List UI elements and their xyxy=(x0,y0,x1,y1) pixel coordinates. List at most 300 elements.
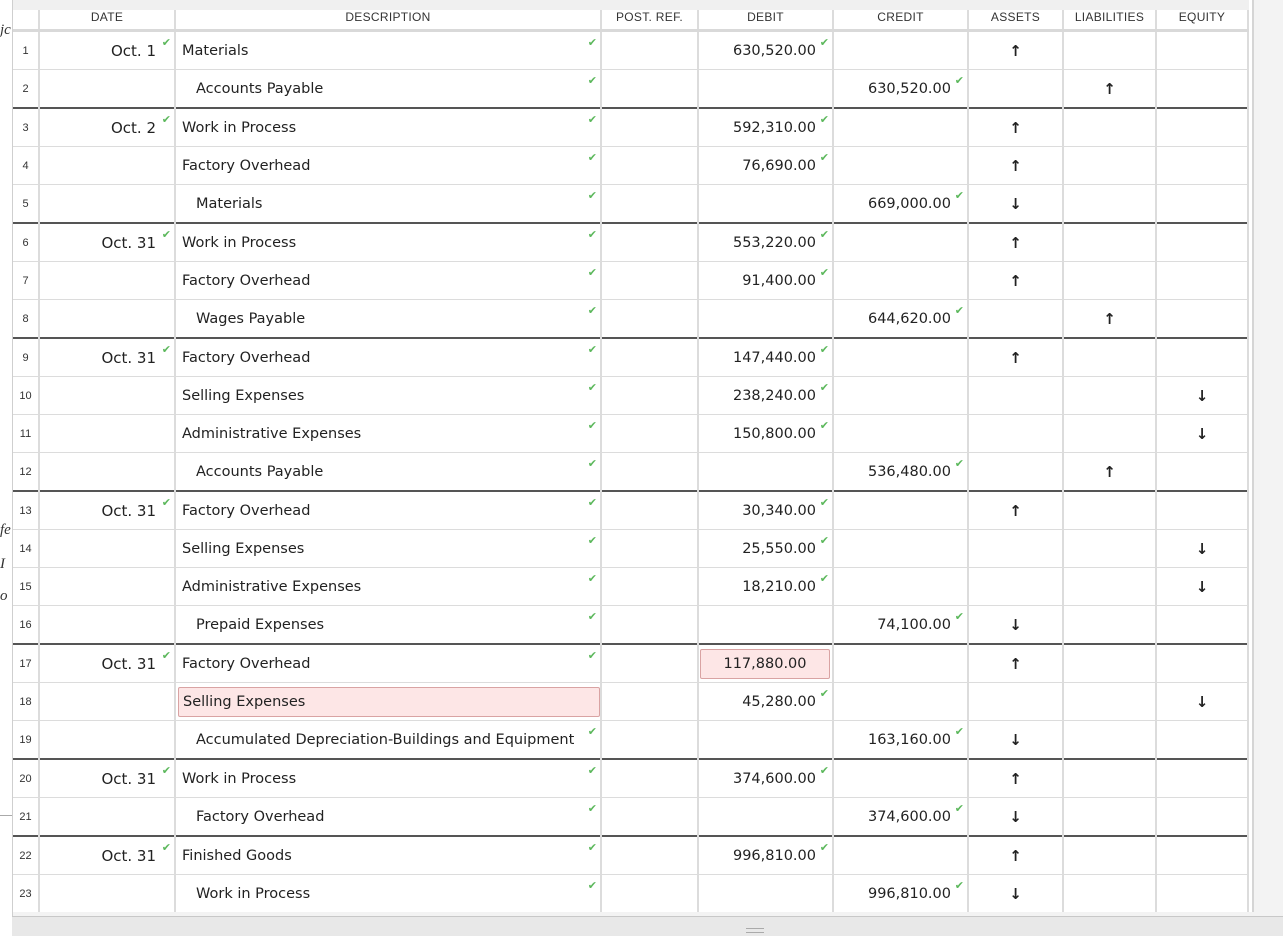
debit-cell[interactable] xyxy=(698,185,833,224)
equity-effect[interactable] xyxy=(1156,836,1248,875)
debit-cell[interactable] xyxy=(698,377,833,415)
equity-effect[interactable] xyxy=(1156,31,1248,70)
post-ref-cell[interactable] xyxy=(601,415,698,453)
check-icon: ✔ xyxy=(819,687,829,700)
description-cell[interactable] xyxy=(175,568,601,606)
description-cell[interactable] xyxy=(175,759,601,798)
description-cell[interactable] xyxy=(175,875,601,913)
equity-effect[interactable]: ↓ xyxy=(1156,377,1248,415)
date-cell[interactable] xyxy=(39,70,175,109)
equity-effect[interactable] xyxy=(1156,223,1248,262)
assets-effect[interactable]: ↑ xyxy=(968,147,1063,185)
date-cell[interactable] xyxy=(39,683,175,721)
journal-row xyxy=(13,568,1248,606)
journal-panel[interactable] xyxy=(13,0,1254,912)
journal-row xyxy=(13,491,1248,530)
horizontal-scrollbar[interactable] xyxy=(12,916,1283,936)
description-cell[interactable] xyxy=(175,836,601,875)
debit-cell[interactable] xyxy=(698,453,833,492)
row-number: 20 xyxy=(13,759,39,798)
equity-header: EQUITY xyxy=(1156,5,1248,31)
check-icon: ✔ xyxy=(819,419,829,432)
date-cell[interactable] xyxy=(39,108,175,147)
assets-effect[interactable] xyxy=(968,415,1063,453)
liabilities-effect[interactable] xyxy=(1063,223,1156,262)
date-value: Oct. 31 xyxy=(101,501,156,520)
description-value: Factory Overhead xyxy=(182,272,311,289)
credit-value: 630,520.00 xyxy=(867,80,951,97)
equity-effect[interactable] xyxy=(1156,108,1248,147)
liabilities-effect[interactable] xyxy=(1063,338,1156,377)
description-value: Factory Overhead xyxy=(182,157,311,174)
description-value: Materials xyxy=(182,42,249,59)
liabilities-effect[interactable] xyxy=(1063,415,1156,453)
check-icon: ✔ xyxy=(587,304,597,317)
date-cell[interactable] xyxy=(39,223,175,262)
description-header: DESCRIPTION xyxy=(175,5,601,31)
post-ref-cell[interactable] xyxy=(601,530,698,568)
credit-cell[interactable] xyxy=(833,223,968,262)
equity-effect[interactable] xyxy=(1156,70,1248,109)
post-ref-cell[interactable] xyxy=(601,606,698,645)
assets-effect[interactable]: ↓ xyxy=(968,798,1063,837)
liabilities-effect[interactable] xyxy=(1063,185,1156,224)
journal-row xyxy=(13,108,1248,147)
row-number: 13 xyxy=(13,491,39,530)
assets-effect[interactable] xyxy=(968,683,1063,721)
check-icon: ✔ xyxy=(819,381,829,394)
equity-effect[interactable] xyxy=(1156,491,1248,530)
date-value: Oct. 31 xyxy=(101,348,156,367)
equity-effect[interactable]: ↓ xyxy=(1156,683,1248,721)
row-number: 12 xyxy=(13,453,39,492)
post-ref-cell[interactable] xyxy=(601,108,698,147)
credit-value: 536,480.00 xyxy=(867,463,951,480)
check-icon: ✔ xyxy=(587,725,597,738)
debit-cell[interactable] xyxy=(698,300,833,339)
debit-cell[interactable] xyxy=(698,568,833,606)
date-cell[interactable] xyxy=(39,530,175,568)
date-cell[interactable] xyxy=(39,721,175,760)
liabilities-effect[interactable] xyxy=(1063,262,1156,300)
credit-cell[interactable] xyxy=(833,491,968,530)
credit-cell[interactable] xyxy=(833,683,968,721)
liabilities-effect[interactable] xyxy=(1063,377,1156,415)
date-cell[interactable] xyxy=(39,338,175,377)
check-icon: ✔ xyxy=(819,151,829,164)
description-cell[interactable] xyxy=(175,415,601,453)
check-icon: ✔ xyxy=(954,610,964,623)
credit-cell[interactable] xyxy=(833,70,968,109)
assets-header: ASSETS xyxy=(968,5,1063,31)
date-value: Oct. 31 xyxy=(101,846,156,865)
credit-cell[interactable] xyxy=(833,568,968,606)
date-cell[interactable] xyxy=(39,798,175,837)
journal-row xyxy=(13,31,1248,70)
description-value: Accounts Payable xyxy=(196,463,324,480)
credit-cell[interactable] xyxy=(833,262,968,300)
check-icon: ✔ xyxy=(587,649,597,662)
liabilities-effect[interactable] xyxy=(1063,568,1156,606)
credit-cell[interactable] xyxy=(833,798,968,837)
check-icon: ✔ xyxy=(587,879,597,892)
side-fragment: o xyxy=(0,588,8,604)
equity-effect[interactable] xyxy=(1156,185,1248,224)
debit-value: 30,340.00 xyxy=(742,502,816,519)
post-ref-cell[interactable] xyxy=(601,875,698,913)
date-cell[interactable] xyxy=(39,644,175,683)
description-cell[interactable] xyxy=(175,491,601,530)
date-cell[interactable] xyxy=(39,491,175,530)
date-cell[interactable] xyxy=(39,262,175,300)
description-cell[interactable] xyxy=(175,721,601,760)
check-icon: ✔ xyxy=(161,841,171,854)
date-cell[interactable] xyxy=(39,836,175,875)
post-ref-cell[interactable] xyxy=(601,453,698,492)
debit-cell[interactable] xyxy=(698,721,833,760)
date-cell[interactable] xyxy=(39,31,175,70)
debit-cell[interactable] xyxy=(698,530,833,568)
debit-cell[interactable] xyxy=(698,262,833,300)
credit-value: 374,600.00 xyxy=(867,808,951,825)
liabilities-effect[interactable] xyxy=(1063,875,1156,913)
date-cell[interactable] xyxy=(39,606,175,645)
check-icon: ✔ xyxy=(819,36,829,49)
description-value: Materials xyxy=(196,195,263,212)
check-icon: ✔ xyxy=(587,419,597,432)
equity-effect[interactable] xyxy=(1156,300,1248,339)
description-value: Selling Expenses xyxy=(182,387,305,404)
credit-cell[interactable] xyxy=(833,300,968,339)
liabilities-effect[interactable] xyxy=(1063,798,1156,837)
assets-effect[interactable]: ↑ xyxy=(968,262,1063,300)
description-cell[interactable] xyxy=(175,644,601,683)
credit-cell[interactable] xyxy=(833,147,968,185)
description-cell[interactable] xyxy=(175,338,601,377)
equity-effect[interactable]: ↓ xyxy=(1156,530,1248,568)
journal-row xyxy=(13,798,1248,837)
description-value: Administrative Expenses xyxy=(182,578,362,595)
description-value: Work in Process xyxy=(182,119,297,136)
date-cell[interactable] xyxy=(39,377,175,415)
equity-effect[interactable]: ↓ xyxy=(1156,415,1248,453)
equity-effect[interactable] xyxy=(1156,262,1248,300)
date-value: Oct. 31 xyxy=(101,654,156,673)
assets-effect[interactable]: ↑ xyxy=(968,644,1063,683)
debit-cell[interactable] xyxy=(698,644,833,683)
post-ref-cell[interactable] xyxy=(601,568,698,606)
post-ref-cell[interactable] xyxy=(601,836,698,875)
description-cell[interactable] xyxy=(175,530,601,568)
debit-cell[interactable] xyxy=(698,798,833,837)
description-cell[interactable] xyxy=(175,31,601,70)
credit-cell[interactable] xyxy=(833,606,968,645)
debit-value: 147,440.00 xyxy=(732,349,816,366)
check-icon: ✔ xyxy=(954,457,964,470)
check-icon: ✔ xyxy=(587,151,597,164)
description-cell[interactable] xyxy=(175,377,601,415)
assets-effect[interactable]: ↓ xyxy=(968,721,1063,760)
credit-value: 644,620.00 xyxy=(867,310,951,327)
check-icon: ✔ xyxy=(954,304,964,317)
post-ref-cell[interactable] xyxy=(601,491,698,530)
assets-effect[interactable]: ↓ xyxy=(968,606,1063,645)
liabilities-header: LIABILITIES xyxy=(1063,5,1156,31)
credit-cell[interactable] xyxy=(833,453,968,492)
liabilities-effect[interactable] xyxy=(1063,836,1156,875)
equity-effect[interactable]: ↓ xyxy=(1156,568,1248,606)
credit-cell[interactable] xyxy=(833,185,968,224)
assets-effect[interactable]: ↑ xyxy=(968,491,1063,530)
liabilities-effect[interactable] xyxy=(1063,31,1156,70)
post-ref-cell[interactable] xyxy=(601,31,698,70)
assets-effect[interactable]: ↓ xyxy=(968,185,1063,224)
debit-value: 238,240.00 xyxy=(732,387,816,404)
row-number: 10 xyxy=(13,377,39,415)
description-value: Factory Overhead xyxy=(196,808,325,825)
date-value: Oct. 1 xyxy=(110,41,156,60)
debit-cell[interactable] xyxy=(698,759,833,798)
post-ref-cell[interactable] xyxy=(601,262,698,300)
journal-row xyxy=(13,836,1248,875)
description-value: Work in Process xyxy=(182,234,297,251)
credit-value: 163,160.00 xyxy=(867,731,951,748)
description-value: Factory Overhead xyxy=(182,502,311,519)
debit-value: 18,210.00 xyxy=(742,578,816,595)
row-number: 15 xyxy=(13,568,39,606)
assets-effect[interactable] xyxy=(968,70,1063,109)
liabilities-effect[interactable] xyxy=(1063,644,1156,683)
description-cell[interactable] xyxy=(175,147,601,185)
description-value: Work in Process xyxy=(196,885,311,902)
assets-effect[interactable] xyxy=(968,568,1063,606)
description-value: Wages Payable xyxy=(196,310,306,327)
check-icon: ✔ xyxy=(587,266,597,279)
debit-cell[interactable] xyxy=(698,836,833,875)
liabilities-effect[interactable] xyxy=(1063,147,1156,185)
date-cell[interactable] xyxy=(39,568,175,606)
date-value: Oct. 31 xyxy=(101,233,156,252)
journal-row xyxy=(13,185,1248,224)
equity-effect[interactable] xyxy=(1156,721,1248,760)
date-cell[interactable] xyxy=(39,759,175,798)
journal-row xyxy=(13,223,1248,262)
date-cell[interactable] xyxy=(39,300,175,339)
liabilities-effect[interactable] xyxy=(1063,606,1156,645)
date-cell[interactable] xyxy=(39,875,175,913)
assets-effect[interactable]: ↑ xyxy=(968,759,1063,798)
equity-effect[interactable] xyxy=(1156,759,1248,798)
date-value: Oct. 31 xyxy=(101,769,156,788)
post-ref-cell[interactable] xyxy=(601,683,698,721)
debit-value: 91,400.00 xyxy=(742,272,816,289)
date-cell[interactable] xyxy=(39,415,175,453)
debit-cell[interactable] xyxy=(698,683,833,721)
check-icon: ✔ xyxy=(587,189,597,202)
assets-effect[interactable]: ↑ xyxy=(968,31,1063,70)
debit-cell[interactable] xyxy=(698,875,833,913)
journal-row xyxy=(13,606,1248,645)
row-number: 21 xyxy=(13,798,39,837)
credit-cell[interactable] xyxy=(833,875,968,913)
credit-cell[interactable] xyxy=(833,836,968,875)
post-ref-cell[interactable] xyxy=(601,70,698,109)
equity-effect[interactable] xyxy=(1156,644,1248,683)
liabilities-effect[interactable]: ↑ xyxy=(1063,70,1156,109)
liabilities-effect[interactable] xyxy=(1063,530,1156,568)
credit-cell[interactable] xyxy=(833,338,968,377)
check-icon: ✔ xyxy=(587,113,597,126)
side-fragment: jc xyxy=(0,22,11,38)
check-icon: ✔ xyxy=(587,841,597,854)
liabilities-effect[interactable] xyxy=(1063,683,1156,721)
description-cell[interactable] xyxy=(175,70,601,109)
description-value: Finished Goods xyxy=(182,847,292,864)
credit-cell[interactable] xyxy=(833,31,968,70)
equity-effect[interactable] xyxy=(1156,453,1248,492)
description-cell[interactable] xyxy=(175,606,601,645)
liabilities-effect[interactable]: ↑ xyxy=(1063,453,1156,492)
check-icon: ✔ xyxy=(954,725,964,738)
post-ref-cell[interactable] xyxy=(601,223,698,262)
description-cell[interactable] xyxy=(175,185,601,224)
description-cell[interactable] xyxy=(175,300,601,339)
debit-cell[interactable] xyxy=(698,338,833,377)
row-number: 7 xyxy=(13,262,39,300)
credit-cell[interactable] xyxy=(833,415,968,453)
credit-value: 74,100.00 xyxy=(877,616,951,633)
equity-effect[interactable] xyxy=(1156,147,1248,185)
post-ref-cell[interactable] xyxy=(601,185,698,224)
liabilities-effect[interactable] xyxy=(1063,491,1156,530)
equity-effect[interactable] xyxy=(1156,875,1248,913)
debit-cell[interactable] xyxy=(698,415,833,453)
row-number: 1 xyxy=(13,31,39,70)
post-ref-cell[interactable] xyxy=(601,338,698,377)
description-value: Prepaid Expenses xyxy=(196,616,325,633)
debit-value: 45,280.00 xyxy=(742,693,816,710)
assets-effect[interactable]: ↑ xyxy=(968,836,1063,875)
check-icon: ✔ xyxy=(161,343,171,356)
credit-cell[interactable] xyxy=(833,721,968,760)
assets-effect[interactable] xyxy=(968,453,1063,492)
resize-grip-icon[interactable] xyxy=(746,928,764,933)
description-value: Factory Overhead xyxy=(182,349,311,366)
credit-cell[interactable] xyxy=(833,377,968,415)
row-number: 23 xyxy=(13,875,39,913)
description-cell[interactable] xyxy=(175,798,601,837)
journal-row xyxy=(13,415,1248,453)
date-cell[interactable] xyxy=(39,147,175,185)
post-ref-cell[interactable] xyxy=(601,644,698,683)
row-number: 19 xyxy=(13,721,39,760)
check-icon: ✔ xyxy=(161,649,171,662)
post-ref-cell[interactable] xyxy=(601,798,698,837)
description-cell[interactable] xyxy=(175,262,601,300)
date-cell[interactable] xyxy=(39,453,175,492)
check-icon: ✔ xyxy=(161,36,171,49)
row-number: 5 xyxy=(13,185,39,224)
row-number: 8 xyxy=(13,300,39,339)
description-value: Selling Expenses xyxy=(182,540,305,557)
debit-value: 374,600.00 xyxy=(732,770,816,787)
debit-cell[interactable] xyxy=(698,223,833,262)
check-icon: ✔ xyxy=(587,802,597,815)
debit-value: 150,800.00 xyxy=(732,425,816,442)
assets-effect[interactable]: ↑ xyxy=(968,223,1063,262)
equity-effect[interactable] xyxy=(1156,338,1248,377)
assets-effect[interactable]: ↑ xyxy=(968,338,1063,377)
row-number: 3 xyxy=(13,108,39,147)
check-icon: ✔ xyxy=(587,457,597,470)
post-ref-cell[interactable] xyxy=(601,300,698,339)
debit-value: 76,690.00 xyxy=(742,157,816,174)
liabilities-effect[interactable]: ↑ xyxy=(1063,300,1156,339)
description-value: Selling Expenses xyxy=(178,687,600,717)
credit-cell[interactable] xyxy=(833,530,968,568)
post-ref-cell[interactable] xyxy=(601,759,698,798)
journal-table xyxy=(13,0,1249,912)
post-ref-cell[interactable] xyxy=(601,377,698,415)
row-number: 2 xyxy=(13,70,39,109)
debit-cell[interactable] xyxy=(698,491,833,530)
check-icon: ✔ xyxy=(587,534,597,547)
credit-header: CREDIT xyxy=(833,5,968,31)
debit-cell[interactable] xyxy=(698,108,833,147)
description-cell[interactable] xyxy=(175,683,601,721)
credit-value: 996,810.00 xyxy=(867,885,951,902)
row-number: 17 xyxy=(13,644,39,683)
date-cell[interactable] xyxy=(39,185,175,224)
side-fragment: I xyxy=(0,556,5,572)
description-cell[interactable] xyxy=(175,453,601,492)
description-cell[interactable] xyxy=(175,223,601,262)
row-number: 14 xyxy=(13,530,39,568)
row-number: 11 xyxy=(13,415,39,453)
check-icon: ✔ xyxy=(161,113,171,126)
assets-effect[interactable] xyxy=(968,530,1063,568)
debit-value: 553,220.00 xyxy=(732,234,816,251)
post-ref-cell[interactable] xyxy=(601,721,698,760)
debit-value: 25,550.00 xyxy=(742,540,816,557)
check-icon: ✔ xyxy=(587,228,597,241)
debit-cell[interactable] xyxy=(698,31,833,70)
journal-row xyxy=(13,644,1248,683)
credit-cell[interactable] xyxy=(833,644,968,683)
journal-row xyxy=(13,147,1248,185)
debit-cell[interactable] xyxy=(698,606,833,645)
assets-effect[interactable]: ↑ xyxy=(968,108,1063,147)
check-icon: ✔ xyxy=(819,343,829,356)
equity-effect[interactable] xyxy=(1156,798,1248,837)
liabilities-effect[interactable] xyxy=(1063,721,1156,760)
post-ref-cell[interactable] xyxy=(601,147,698,185)
liabilities-effect[interactable] xyxy=(1063,108,1156,147)
journal-row xyxy=(13,759,1248,798)
equity-effect[interactable] xyxy=(1156,606,1248,645)
journal-row xyxy=(13,262,1248,300)
description-value: Work in Process xyxy=(182,770,297,787)
credit-cell[interactable] xyxy=(833,759,968,798)
description-cell[interactable] xyxy=(175,108,601,147)
debit-cell[interactable] xyxy=(698,147,833,185)
debit-cell[interactable] xyxy=(698,70,833,109)
liabilities-effect[interactable] xyxy=(1063,759,1156,798)
assets-effect[interactable] xyxy=(968,300,1063,339)
credit-cell[interactable] xyxy=(833,108,968,147)
assets-effect[interactable]: ↓ xyxy=(968,875,1063,913)
assets-effect[interactable] xyxy=(968,377,1063,415)
